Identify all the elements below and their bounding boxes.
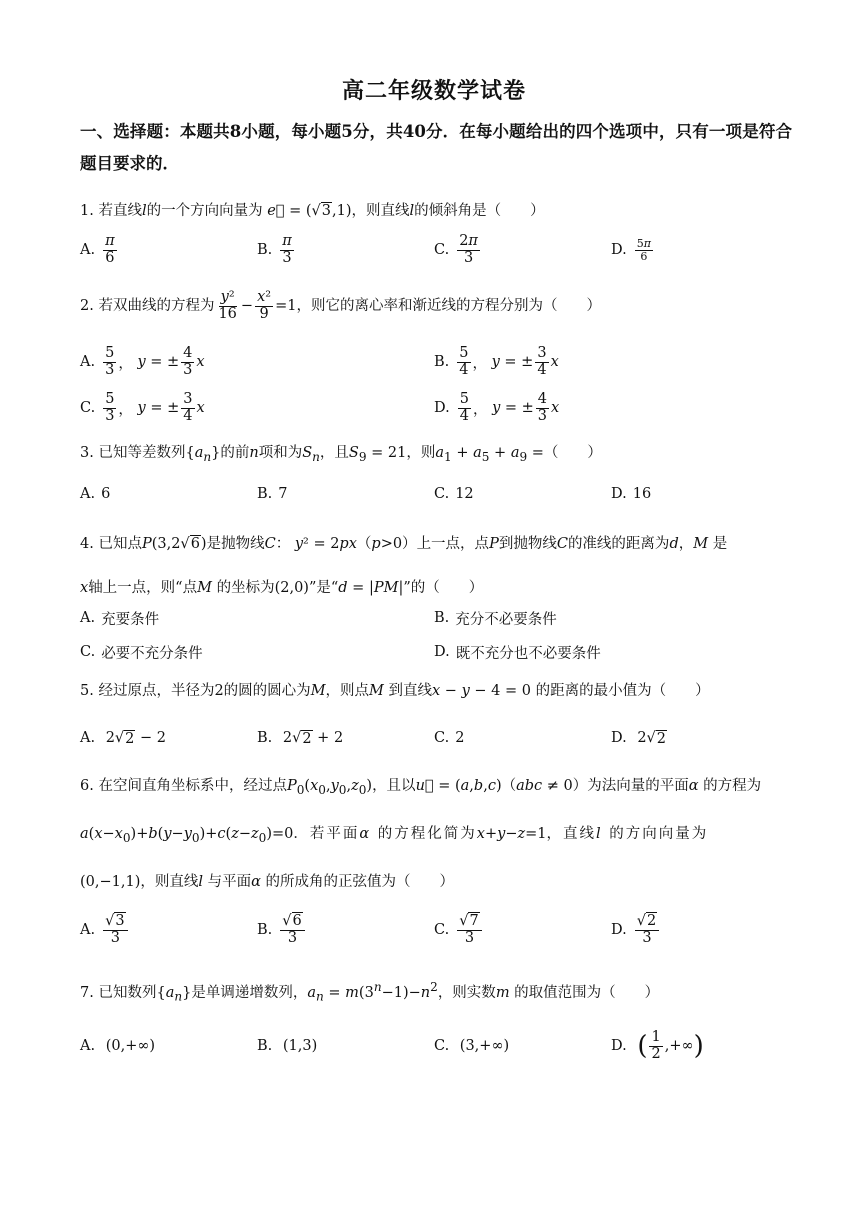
option-a[interactable]: A. (0,+∞) [80,1038,156,1054]
question-6-options [80,910,792,950]
question-3-options [80,474,792,514]
option-c[interactable]: C. 2 [434,730,465,746]
section-header: 一、选择题：本题共8小题，每小题5分，共40分．在每小题给出的四个选项中，只有一项是符合题目要求的． [80,122,792,173]
option-d[interactable]: D. $\frac{5\pi}{6}$ [611,236,651,263]
option-d[interactable]: D. $\frac{5}{4}$ ， y = ± $\frac{4}{3}$ x [434,391,560,424]
question-6: 6. 在空间直角坐标系中，经过点$P_0(x_0,y_0,z_0)$，且以u⃗ = (a,b,c)（abc ≠ 0）为法向量的平面α 的方程为 $a(x-x_0)+b(y-y_0)+c(z-z_0)=0$．若平面α 的方程化简为x+y−z=1，直线l 的方向向量为 (0,−1,1)，则直线l 与平面α 的所成角的正弦值为（ ） [80,778,762,890]
option-b[interactable]: B. $\frac{5}{4}$ ， y = ± $\frac{3}{4}$ x [434,345,559,378]
question-2-options-row2 [80,388,792,428]
question-7-options [80,1024,792,1068]
option-a[interactable]: A. 充要条件 [80,610,160,628]
question-1: 1. 若直线l的一个方向向量为 e⃗ = (√3,1)，则直线l的倾斜角是（ ） [80,203,545,219]
option-d[interactable]: D. ( $\frac{1}{2}$ ,+∞ ) [611,1029,704,1062]
option-b[interactable]: B. $\frac{\pi}{3}$ [257,233,292,266]
question-7: 7. 已知数列$\{a_n\}$是单调递增数列，$a_n = m(3^n-1)-n^2$，则实数m 的取值范围为（ ） [80,980,660,1004]
option-d[interactable]: D. 16 [611,486,652,502]
option-c[interactable]: C. $\frac{5}{3}$ ， y = ± $\frac{3}{4}$ x [80,391,205,424]
option-a[interactable]: A. $\frac{5}{3}$ ， y = ± $\frac{4}{3}$ x [80,345,205,378]
option-c[interactable]: C. $\frac{2\pi}{3}$ [434,233,478,266]
question-2: 2. 若双曲线的方程为 $\frac{\text{y²}}{16}$ − $\frac{\text{x²}}{9}$ =1，则它的离心率和渐近线的方程分别为（ ） [80,289,601,322]
question-4-options-row2 [80,632,792,672]
option-b[interactable]: B. 7 [257,486,288,502]
option-d[interactable]: D. 既不充分也不必要条件 [434,644,601,662]
question-1-options [80,230,792,270]
question-4: 4. 已知点P(3,2√6)是抛物线C： y² = 2px（p>0）上一点，点P到抛物线C的准线的距离为d，M 是 x轴上一点，则“点M 的坐标为(2,0)”是“d = |PM|”的（ ） [80,536,728,596]
option-c[interactable]: C. 12 [434,486,474,502]
option-b[interactable]: B. (1,3) [257,1038,318,1054]
option-b[interactable]: B. $\frac{√6}{3}$ [257,910,307,950]
option-d[interactable]: D. 2√ 2 [611,730,667,747]
question-3: 3. 已知等差数列$\{a_n\}$的前n项和为$S_n$，且$S_9 = 21$，则$a_1 + a_5 + a_9$ =（ ） [80,445,602,464]
option-a[interactable]: A. $\frac{\pi}{6}$ [80,233,115,266]
question-5-options [80,718,792,758]
option-b[interactable]: B. 充分不必要条件 [434,610,557,628]
page-title: 高二年级数学试卷 [341,78,526,104]
option-a[interactable]: A. 2√ 2 − 2 [80,730,166,747]
question-2-options-row1 [80,342,792,382]
option-c[interactable]: C. 必要不充分条件 [80,644,203,662]
option-c[interactable]: C. (3,+∞) [434,1038,510,1054]
option-d[interactable]: D. $\frac{√2}{3}$ [611,910,661,950]
option-c[interactable]: C. $\frac{√7}{3}$ [434,910,484,950]
option-a[interactable]: A. 6 [80,486,111,502]
option-b[interactable]: B. 2√ 2 + 2 [257,730,344,747]
option-a[interactable]: A. $\frac{√3}{3}$ [80,910,130,950]
question-5: 5. 经过原点，半径为2的圆的圆心为M，则点M 到直线x − y − 4 = 0 的距离的最小值为（ ） [80,683,710,699]
